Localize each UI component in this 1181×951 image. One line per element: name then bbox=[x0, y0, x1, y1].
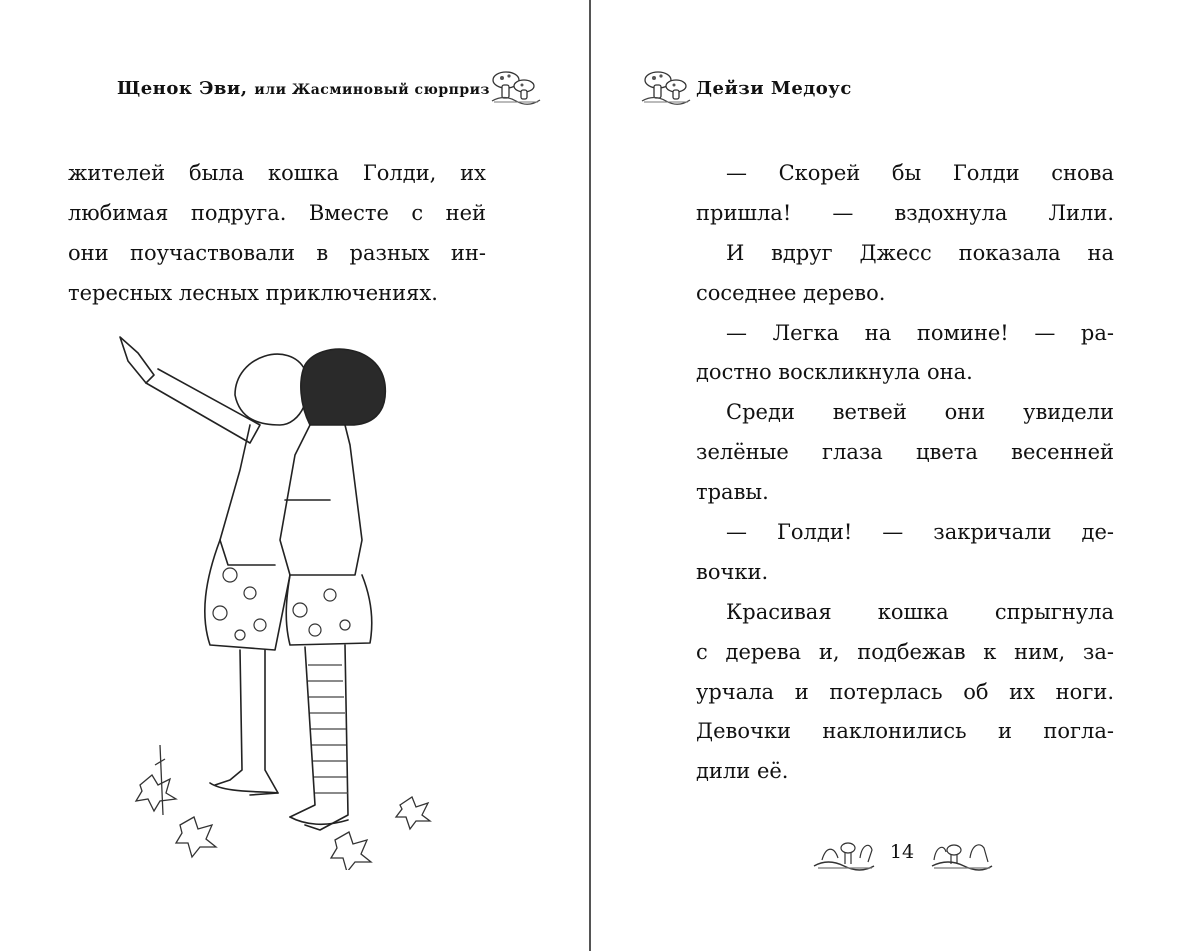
text-line: Красивая кошка спрыгнула bbox=[726, 599, 1114, 624]
text-line: достно воскликнула она. bbox=[696, 360, 973, 385]
right-body-text bbox=[696, 154, 1114, 792]
text-line: соседнее дерево. bbox=[696, 280, 886, 305]
left-body-text bbox=[68, 154, 486, 314]
text-line: зелёные глаза цвета весенней bbox=[696, 440, 1114, 465]
text-line: любимая подруга. Вместе с ней bbox=[68, 200, 486, 225]
folio-ornament-icon bbox=[812, 836, 876, 872]
mushroom-ornament-icon bbox=[490, 66, 542, 106]
text-line: травы. bbox=[696, 480, 769, 505]
book-spine bbox=[589, 0, 591, 951]
left-page bbox=[0, 0, 590, 951]
text-line: — Скорей бы Голди снова bbox=[726, 161, 1114, 185]
text-line: — Голди! — закричали де- bbox=[726, 520, 1114, 545]
text-line: Среди ветвей они увидели bbox=[726, 400, 1114, 425]
text-line: с дерева и, подбежав к ним, за- bbox=[696, 639, 1114, 664]
text-line: И вдруг Джесс показала на bbox=[726, 240, 1114, 265]
right-page bbox=[592, 0, 1181, 951]
running-head-title bbox=[117, 78, 490, 99]
text-line: дили её. bbox=[696, 759, 789, 784]
page-footer bbox=[822, 836, 982, 872]
mushroom-ornament-icon bbox=[640, 66, 692, 106]
text-line: они поучаствовали в разных ин- bbox=[68, 240, 486, 265]
page-number: 14 bbox=[889, 841, 915, 863]
text-line: урчала и потерлась об их ноги. bbox=[696, 679, 1114, 704]
running-head-author: Дейзи Медоус bbox=[696, 78, 852, 99]
girls-pointing-illustration bbox=[100, 325, 440, 870]
book-subtitle: или Жасминовый сюрприз bbox=[254, 82, 490, 98]
text-line: Девочки наклонились и погла- bbox=[696, 719, 1114, 744]
book-title: Щенок Эви, bbox=[116, 78, 248, 99]
text-line: тересных лесных приключениях. bbox=[68, 280, 438, 305]
text-line: — Легка на помине! — ра- bbox=[726, 320, 1114, 345]
folio-ornament-icon bbox=[930, 836, 994, 872]
text-line: жителей была кошка Голди, их bbox=[68, 161, 486, 185]
text-line: вочки. bbox=[696, 559, 769, 584]
text-line: пришла! — вздохнула Лили. bbox=[696, 200, 1114, 225]
